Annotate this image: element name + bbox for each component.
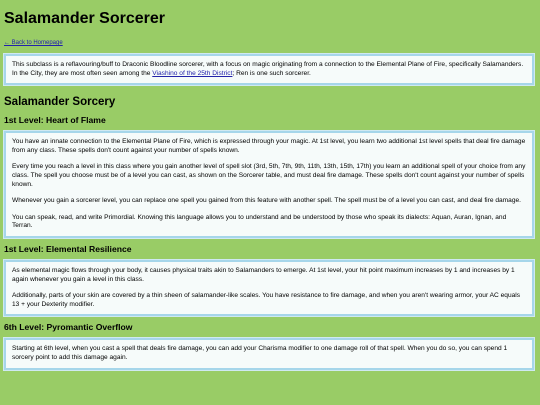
section-box-pyromantic-overflow: [4, 338, 534, 369]
viashino-district-link[interactable]: Viashino of the 25th District: [152, 69, 233, 77]
section-box-heart-of-flame: [4, 131, 534, 238]
page-title: Salamander Sorcerer: [4, 10, 165, 27]
section-heading-pyromantic-overflow: 6th Level: Pyromantic Overflow: [4, 322, 133, 333]
section-box-elemental-resilience: [4, 260, 534, 316]
paragraph: You can speak, read, and write Primordial. Knowing this language allows you to understand and be understood by those who speak its dialects: Aquan, Auran, Ignan, and Terran.: [12, 213, 507, 230]
intro-text-end: ; Ren is one such sorcerer.: [232, 69, 311, 77]
paragraph: Additionally, parts of your skin are covered by a thin sheen of salamander-like scales. You have resistance to fire damage, and when you aren't wearing armor, your AC equals 13 + your Dexterity modifier.: [12, 292, 521, 308]
paragraph: Starting at 6th level, when you cast a spell that deals fire damage, you can add your Charisma modifier to one damage roll of that spell. When you do so, you can spend 1 sorcery point to add this damage again.: [12, 345, 508, 361]
back-to-homepage-link[interactable]: ← Back to Homepage: [4, 40, 63, 46]
paragraph: Every time you reach a level in this class where you gain another level of spell slot (3rd, 5th, 7th, 9th, 11th, 13th, 15th, 17th) you learn an additional spell of your choice from any class. The spell you choose must be of a level you can cast, as shown on the Sorcerer table, and must deal fire damage. These spells don't count against your number of spells known.: [12, 163, 526, 188]
paragraph: As elemental magic flows through your body, it causes physical traits akin to Salamanders to emerge. At 1st level, your hit point maximum increases by 1 and increases by 1 again whenever you gain a level in this class.: [12, 266, 515, 283]
main-heading: Salamander Sorcery: [4, 96, 116, 109]
section-heading-elemental-resilience: 1st Level: Elemental Resilience: [4, 243, 132, 254]
intro-text: This subclass is a reflavouring/buff to Draconic Bloodline sorcerer, with a focus on magic originating from a connection to the Elemental Plane of Fire, specifically Salamanders. In the City, they are most often seen among the: [12, 61, 524, 77]
intro-box: [4, 54, 534, 85]
paragraph: You have an innate connection to the Elemental Plane of Fire, which is expressed through your magic. At 1st level, you learn two additional 1st level spells that deal fire damage from any class. These spells don't count against your number of spells known.: [12, 138, 526, 154]
paragraph: Whenever you gain a sorcerer level, you can replace one spell you gained from this feature with another spell. The spell must be of a level you can cast, and deal fire damage.: [12, 197, 521, 205]
section-heading-heart-of-flame: 1st Level: Heart of Flame: [4, 115, 106, 126]
